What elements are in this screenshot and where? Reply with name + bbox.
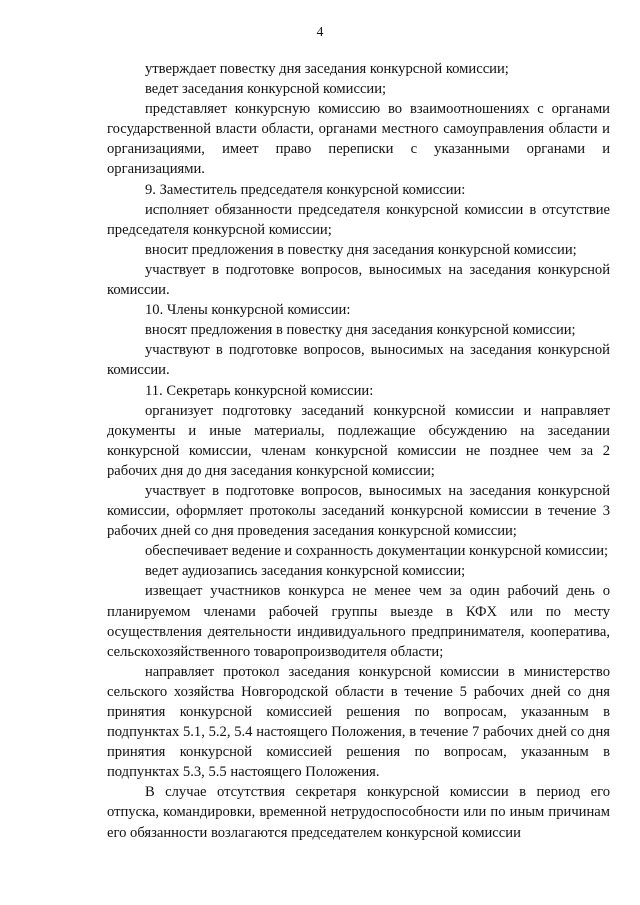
paragraph: участвует в подготовке вопросов, выносимых на заседания конкурсной комиссии. (107, 261, 610, 299)
section-heading-10: 10. Члены конкурсной комиссии: (145, 302, 351, 319)
paragraph: В случае отсутствия секретаря конкурсной комиссии в период его отпуска, командировки, временной нетрудоспособности или по иным причинам его обязанности возлагаются председателем конкурсной комиссии (107, 784, 610, 841)
paragraph: ведет заседания конкурсной комиссии; (145, 81, 387, 98)
section-heading-9: 9. Заместитель председателя конкурсной комиссии: (145, 181, 466, 198)
paragraph: исполняет обязанности председателя конкурсной комиссии в отсутствие председателя конкурсной комиссии; (107, 201, 610, 238)
paragraph: участвуют в подготовке вопросов, выносимых на заседания конкурсной комиссии. (107, 342, 610, 379)
section-heading-11: 11. Секретарь конкурсной комиссии: (145, 382, 374, 399)
page-number: 4 (316, 24, 324, 39)
paragraph: представляет конкурсную комиссию во взаимоотношениях с органами государственной власти области, органами местного самоуправления области и организациями, имеет право переписки с указанными органами и организациями. (107, 101, 610, 178)
paragraph: вносит предложения в повестку дня заседания конкурсной комиссии; (145, 241, 577, 258)
paragraph: организует подготовку заседаний конкурсной комиссии и направляет документы и иные материалы, подлежащие обсуждению на заседании конкурсной комиссии, членам конкурсной комиссии не позднее чем за 2 рабочих дня до дня заседания конкурсной комиссии; (107, 402, 610, 479)
paragraph: направляет протокол заседания конкурсной комиссии в министерство сельского хозяйства Новгородской области в течение 5 рабочих дней со дня принятия конкурсной комиссией решения по вопросам, указанным в подпунктах 5.1, 5.2, 5.4 настоящего Положения, в течение 7 рабочих дней со дня принятия конкурсной комиссией решения по вопросам, указанным в подпунктах 5.3, 5.5 настоящего Положения. (107, 663, 610, 781)
paragraph: извещает участников конкурса не менее чем за один рабочий день о планируемом членами рабочей группы выезде в КФХ или по месту осуществления деятельности индивидуального предпринимателя, кооператива, сельскохозяйственного товаропроизводителя области; (107, 583, 610, 660)
paragraph: участвует в подготовке вопросов, выносимых на заседания конкурсной комиссии, оформляет протоколы заседаний конкурсной комиссии в течение 3 рабочих дней со дня проведения заседания конкурсной комиссии; (107, 482, 610, 540)
paragraph: обеспечивает ведение и сохранность документации конкурсной комиссии; (145, 543, 609, 560)
paragraph: утверждает повестку дня заседания конкурсной комиссии; (145, 61, 509, 77)
document-body (107, 59, 610, 843)
paragraph: ведет аудиозапись заседания конкурсной комиссии; (145, 563, 466, 580)
paragraph: вносят предложения в повестку дня заседания конкурсной комиссии; (145, 322, 576, 339)
